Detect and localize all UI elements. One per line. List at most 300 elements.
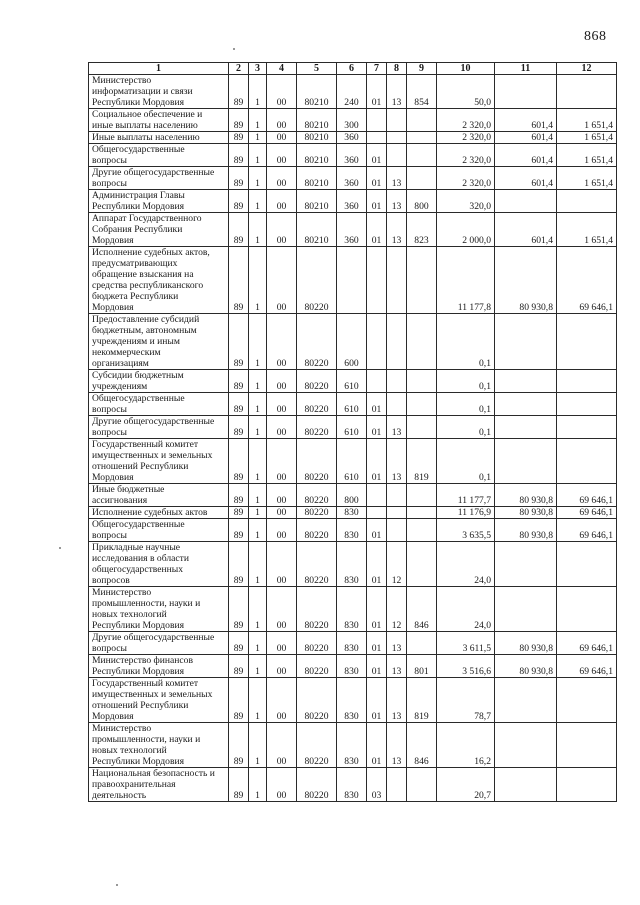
cell-amount-col-11: 601,4	[495, 132, 557, 144]
cell-code-col-5: 80210	[297, 75, 337, 109]
table-row	[89, 587, 617, 632]
cell-item-name: Другие общегосударственные вопросы	[89, 167, 229, 190]
cell-amount-col-11	[495, 587, 557, 632]
cell-amount-col-11	[495, 314, 557, 370]
cell-code-col-7: 03	[367, 768, 387, 802]
cell-amount-col-11: 601,4	[495, 167, 557, 190]
cell-amount-col-12: 69 646,1	[557, 247, 617, 314]
scan-speck	[233, 48, 235, 50]
cell-code-col-9	[407, 507, 437, 519]
cell-code-col-5: 80210	[297, 167, 337, 190]
cell-item-name: Министерство информатизации и связи Республики Мордовия	[89, 75, 229, 109]
cell-amount-col-11	[495, 723, 557, 768]
cell-code-col-2: 89	[229, 132, 249, 144]
cell-code-col-4: 00	[267, 507, 297, 519]
cell-code-col-3: 1	[249, 768, 267, 802]
cell-code-col-8: 13	[387, 213, 407, 247]
budget-table	[88, 62, 617, 802]
cell-item-name: Социальное обеспечение и иные выплаты населению	[89, 109, 229, 132]
table-row	[89, 768, 617, 802]
table-row	[89, 632, 617, 655]
cell-code-col-3: 1	[249, 190, 267, 213]
table-row	[89, 507, 617, 519]
cell-amount-col-12	[557, 190, 617, 213]
cell-amount-col-10: 0,1	[437, 416, 495, 439]
cell-amount-col-12: 1 651,4	[557, 109, 617, 132]
cell-code-col-6: 600	[337, 314, 367, 370]
cell-code-col-2: 89	[229, 190, 249, 213]
table-row	[89, 655, 617, 678]
cell-amount-col-11	[495, 393, 557, 416]
cell-code-col-7	[367, 314, 387, 370]
cell-code-col-6: 360	[337, 213, 367, 247]
cell-code-col-8	[387, 484, 407, 507]
cell-code-col-8: 13	[387, 416, 407, 439]
cell-code-col-4: 00	[267, 678, 297, 723]
cell-code-col-9: 846	[407, 723, 437, 768]
cell-amount-col-11	[495, 768, 557, 802]
cell-code-col-3: 1	[249, 655, 267, 678]
cell-amount-col-10: 3 611,5	[437, 632, 495, 655]
cell-item-name: Министерство промышленности, науки и новых технологий Республики Мордовия	[89, 723, 229, 768]
cell-code-col-3: 1	[249, 484, 267, 507]
cell-item-name: Исполнение судебных актов	[89, 507, 229, 519]
cell-item-name: Другие общегосударственные вопросы	[89, 416, 229, 439]
cell-code-col-4: 00	[267, 75, 297, 109]
cell-code-col-8: 13	[387, 655, 407, 678]
cell-code-col-9: 854	[407, 75, 437, 109]
cell-item-name: Национальная безопасность и правоохранительная деятельность	[89, 768, 229, 802]
cell-amount-col-11	[495, 439, 557, 484]
cell-code-col-2: 89	[229, 484, 249, 507]
cell-amount-col-11: 80 930,8	[495, 519, 557, 542]
cell-amount-col-10: 0,1	[437, 439, 495, 484]
cell-amount-col-11: 80 930,8	[495, 632, 557, 655]
table-header-row	[89, 63, 617, 75]
cell-item-name: Иные выплаты населению	[89, 132, 229, 144]
page-number: 868	[584, 29, 607, 44]
cell-amount-col-11: 601,4	[495, 213, 557, 247]
cell-code-col-9: 846	[407, 587, 437, 632]
table-header-cell-9: 9	[407, 63, 437, 75]
table-row	[89, 247, 617, 314]
cell-amount-col-10: 50,0	[437, 75, 495, 109]
cell-code-col-5: 80220	[297, 247, 337, 314]
cell-code-col-3: 1	[249, 439, 267, 484]
cell-code-col-9: 819	[407, 678, 437, 723]
cell-code-col-9	[407, 247, 437, 314]
cell-code-col-6: 830	[337, 519, 367, 542]
cell-amount-col-10: 24,0	[437, 587, 495, 632]
cell-code-col-2: 89	[229, 439, 249, 484]
cell-amount-col-11	[495, 542, 557, 587]
cell-code-col-6: 240	[337, 75, 367, 109]
cell-amount-col-12: 1 651,4	[557, 167, 617, 190]
cell-code-col-5: 80210	[297, 190, 337, 213]
cell-code-col-7	[367, 247, 387, 314]
cell-amount-col-12	[557, 542, 617, 587]
table-header-cell-11: 11	[495, 63, 557, 75]
cell-amount-col-10: 11 177,8	[437, 247, 495, 314]
cell-amount-col-12	[557, 370, 617, 393]
cell-code-col-2: 89	[229, 768, 249, 802]
cell-code-col-4: 00	[267, 247, 297, 314]
cell-code-col-8	[387, 247, 407, 314]
cell-code-col-8	[387, 507, 407, 519]
cell-code-col-6: 830	[337, 542, 367, 587]
cell-code-col-2: 89	[229, 678, 249, 723]
cell-code-col-2: 89	[229, 213, 249, 247]
table-row	[89, 393, 617, 416]
cell-amount-col-10: 16,2	[437, 723, 495, 768]
cell-amount-col-10: 11 176,9	[437, 507, 495, 519]
cell-item-name: Общегосударственные вопросы	[89, 519, 229, 542]
cell-amount-col-11: 601,4	[495, 109, 557, 132]
cell-item-name: Государственный комитет имущественных и земельных отношений Республики Мордовия	[89, 678, 229, 723]
cell-code-col-4: 00	[267, 109, 297, 132]
cell-amount-col-12	[557, 439, 617, 484]
cell-code-col-8	[387, 132, 407, 144]
cell-code-col-8	[387, 768, 407, 802]
cell-code-col-4: 00	[267, 213, 297, 247]
cell-amount-col-12: 69 646,1	[557, 507, 617, 519]
cell-amount-col-10: 11 177,7	[437, 484, 495, 507]
table-row	[89, 144, 617, 167]
cell-item-name: Аппарат Государственного Собрания Республики Мордовия	[89, 213, 229, 247]
table-header-cell-8: 8	[387, 63, 407, 75]
cell-code-col-7: 01	[367, 542, 387, 587]
cell-code-col-5: 80220	[297, 314, 337, 370]
cell-code-col-9	[407, 542, 437, 587]
cell-code-col-8: 13	[387, 439, 407, 484]
cell-code-col-8: 13	[387, 723, 407, 768]
cell-item-name: Министерство финансов Республики Мордовия	[89, 655, 229, 678]
cell-code-col-5: 80220	[297, 678, 337, 723]
cell-code-col-7: 01	[367, 167, 387, 190]
cell-amount-col-11: 80 930,8	[495, 507, 557, 519]
table-row	[89, 314, 617, 370]
cell-amount-col-11: 601,4	[495, 144, 557, 167]
cell-code-col-2: 89	[229, 167, 249, 190]
table-row	[89, 167, 617, 190]
cell-code-col-3: 1	[249, 519, 267, 542]
cell-amount-col-12	[557, 587, 617, 632]
cell-code-col-9	[407, 167, 437, 190]
table-header-cell-3: 3	[249, 63, 267, 75]
cell-amount-col-10: 320,0	[437, 190, 495, 213]
cell-amount-col-11	[495, 678, 557, 723]
table-header-cell-7: 7	[367, 63, 387, 75]
cell-code-col-6: 610	[337, 370, 367, 393]
cell-code-col-3: 1	[249, 416, 267, 439]
cell-amount-col-12: 1 651,4	[557, 144, 617, 167]
cell-code-col-3: 1	[249, 370, 267, 393]
cell-code-col-2: 89	[229, 723, 249, 768]
cell-code-col-5: 80210	[297, 109, 337, 132]
cell-code-col-8	[387, 393, 407, 416]
cell-amount-col-10: 78,7	[437, 678, 495, 723]
cell-code-col-7: 01	[367, 587, 387, 632]
cell-code-col-2: 89	[229, 393, 249, 416]
table-header	[89, 63, 617, 75]
cell-amount-col-10: 0,1	[437, 393, 495, 416]
cell-code-col-7: 01	[367, 190, 387, 213]
cell-code-col-2: 89	[229, 416, 249, 439]
cell-code-col-9	[407, 393, 437, 416]
table-row	[89, 723, 617, 768]
cell-code-col-4: 00	[267, 416, 297, 439]
cell-amount-col-10: 24,0	[437, 542, 495, 587]
cell-code-col-7: 01	[367, 519, 387, 542]
cell-code-col-5: 80220	[297, 768, 337, 802]
cell-amount-col-10: 2 320,0	[437, 132, 495, 144]
table-row	[89, 213, 617, 247]
cell-code-col-6: 610	[337, 393, 367, 416]
cell-code-col-9: 819	[407, 439, 437, 484]
cell-code-col-9	[407, 314, 437, 370]
cell-code-col-7	[367, 484, 387, 507]
table-row	[89, 109, 617, 132]
cell-code-col-6: 610	[337, 439, 367, 484]
cell-amount-col-11: 80 930,8	[495, 247, 557, 314]
cell-code-col-5: 80220	[297, 484, 337, 507]
cell-code-col-9	[407, 519, 437, 542]
cell-code-col-6: 830	[337, 507, 367, 519]
cell-code-col-2: 89	[229, 247, 249, 314]
cell-code-col-2: 89	[229, 507, 249, 519]
table-row	[89, 370, 617, 393]
cell-item-name: Исполнение судебных актов, предусматривающих обращение взыскания на средства республиканского бюджета Республики Мордовия	[89, 247, 229, 314]
cell-code-col-6: 360	[337, 167, 367, 190]
cell-amount-col-12	[557, 678, 617, 723]
cell-code-col-6: 360	[337, 144, 367, 167]
cell-code-col-4: 00	[267, 519, 297, 542]
cell-amount-col-12	[557, 416, 617, 439]
table-body	[89, 75, 617, 802]
cell-amount-col-12: 1 651,4	[557, 213, 617, 247]
cell-amount-col-12	[557, 768, 617, 802]
cell-code-col-4: 00	[267, 542, 297, 587]
cell-code-col-6: 360	[337, 190, 367, 213]
cell-code-col-3: 1	[249, 587, 267, 632]
cell-code-col-2: 89	[229, 587, 249, 632]
cell-amount-col-10: 20,7	[437, 768, 495, 802]
cell-code-col-7	[367, 370, 387, 393]
cell-code-col-3: 1	[249, 167, 267, 190]
cell-amount-col-12	[557, 314, 617, 370]
cell-code-col-9	[407, 144, 437, 167]
cell-amount-col-10: 2 320,0	[437, 109, 495, 132]
cell-code-col-4: 00	[267, 132, 297, 144]
table-header-cell-12: 12	[557, 63, 617, 75]
cell-code-col-4: 00	[267, 190, 297, 213]
cell-code-col-3: 1	[249, 75, 267, 109]
cell-code-col-9: 800	[407, 190, 437, 213]
cell-code-col-3: 1	[249, 542, 267, 587]
cell-amount-col-12: 69 646,1	[557, 655, 617, 678]
cell-item-name: Государственный комитет имущественных и земельных отношений Республики Мордовия	[89, 439, 229, 484]
cell-code-col-9	[407, 484, 437, 507]
cell-code-col-5: 80210	[297, 132, 337, 144]
cell-item-name: Общегосударственные вопросы	[89, 144, 229, 167]
scan-speck	[116, 884, 118, 886]
cell-code-col-2: 89	[229, 370, 249, 393]
cell-amount-col-10: 2 320,0	[437, 167, 495, 190]
table-header-cell-5: 5	[297, 63, 337, 75]
cell-amount-col-10: 3 635,5	[437, 519, 495, 542]
cell-code-col-8	[387, 314, 407, 370]
cell-code-col-3: 1	[249, 109, 267, 132]
cell-code-col-5: 80220	[297, 507, 337, 519]
cell-code-col-2: 89	[229, 109, 249, 132]
cell-code-col-7: 01	[367, 393, 387, 416]
cell-code-col-8: 13	[387, 678, 407, 723]
cell-code-col-7: 01	[367, 416, 387, 439]
cell-code-col-4: 00	[267, 655, 297, 678]
cell-code-col-6: 360	[337, 132, 367, 144]
cell-code-col-5: 80210	[297, 213, 337, 247]
cell-code-col-3: 1	[249, 723, 267, 768]
cell-code-col-9	[407, 416, 437, 439]
cell-code-col-9	[407, 109, 437, 132]
cell-code-col-8: 13	[387, 167, 407, 190]
cell-code-col-6	[337, 247, 367, 314]
cell-amount-col-12: 1 651,4	[557, 132, 617, 144]
cell-item-name: Общегосударственные вопросы	[89, 393, 229, 416]
cell-code-col-4: 00	[267, 587, 297, 632]
cell-amount-col-10: 3 516,6	[437, 655, 495, 678]
cell-code-col-6: 300	[337, 109, 367, 132]
cell-code-col-4: 00	[267, 723, 297, 768]
cell-code-col-5: 80220	[297, 655, 337, 678]
cell-code-col-7: 01	[367, 678, 387, 723]
cell-code-col-7: 01	[367, 75, 387, 109]
cell-amount-col-12: 69 646,1	[557, 519, 617, 542]
cell-code-col-5: 80220	[297, 723, 337, 768]
cell-code-col-3: 1	[249, 144, 267, 167]
cell-amount-col-10: 2 000,0	[437, 213, 495, 247]
cell-amount-col-11	[495, 416, 557, 439]
cell-code-col-5: 80220	[297, 416, 337, 439]
cell-amount-col-10: 0,1	[437, 314, 495, 370]
table-row	[89, 484, 617, 507]
cell-code-col-3: 1	[249, 314, 267, 370]
cell-code-col-2: 89	[229, 655, 249, 678]
cell-item-name: Предоставление субсидий бюджетным, автономным учреждениям и иным некоммерческим организациям	[89, 314, 229, 370]
cell-code-col-8: 12	[387, 542, 407, 587]
table-header-cell-2: 2	[229, 63, 249, 75]
cell-amount-col-10: 2 320,0	[437, 144, 495, 167]
cell-amount-col-10: 0,1	[437, 370, 495, 393]
cell-amount-col-11	[495, 75, 557, 109]
cell-code-col-9	[407, 768, 437, 802]
cell-item-name: Прикладные научные исследования в области общегосударственных вопросов	[89, 542, 229, 587]
cell-code-col-9	[407, 132, 437, 144]
cell-code-col-3: 1	[249, 393, 267, 416]
cell-code-col-7: 01	[367, 213, 387, 247]
cell-code-col-5: 80220	[297, 370, 337, 393]
cell-code-col-7: 01	[367, 655, 387, 678]
cell-code-col-4: 00	[267, 314, 297, 370]
table-header-cell-1: 1	[89, 63, 229, 75]
table-row	[89, 519, 617, 542]
cell-code-col-4: 00	[267, 768, 297, 802]
cell-code-col-4: 00	[267, 632, 297, 655]
table-row	[89, 439, 617, 484]
cell-code-col-6: 830	[337, 587, 367, 632]
cell-code-col-5: 80210	[297, 144, 337, 167]
cell-code-col-8: 12	[387, 587, 407, 632]
cell-code-col-7: 01	[367, 144, 387, 167]
cell-code-col-4: 00	[267, 393, 297, 416]
table-row	[89, 542, 617, 587]
cell-code-col-7: 01	[367, 723, 387, 768]
cell-code-col-2: 89	[229, 632, 249, 655]
cell-code-col-6: 610	[337, 416, 367, 439]
cell-code-col-5: 80220	[297, 632, 337, 655]
cell-code-col-6: 830	[337, 655, 367, 678]
cell-code-col-9	[407, 632, 437, 655]
cell-code-col-5: 80220	[297, 519, 337, 542]
cell-code-col-2: 89	[229, 519, 249, 542]
cell-code-col-8	[387, 519, 407, 542]
cell-code-col-4: 00	[267, 439, 297, 484]
cell-code-col-2: 89	[229, 314, 249, 370]
table-row	[89, 190, 617, 213]
cell-item-name: Другие общегосударственные вопросы	[89, 632, 229, 655]
cell-code-col-4: 00	[267, 484, 297, 507]
cell-code-col-5: 80220	[297, 587, 337, 632]
cell-code-col-6: 830	[337, 632, 367, 655]
cell-code-col-5: 80220	[297, 542, 337, 587]
table-header-cell-6: 6	[337, 63, 367, 75]
cell-code-col-3: 1	[249, 632, 267, 655]
cell-code-col-3: 1	[249, 132, 267, 144]
cell-code-col-4: 00	[267, 370, 297, 393]
cell-code-col-6: 830	[337, 678, 367, 723]
table-row	[89, 75, 617, 109]
cell-amount-col-11: 80 930,8	[495, 655, 557, 678]
table-row	[89, 132, 617, 144]
cell-code-col-3: 1	[249, 247, 267, 314]
cell-code-col-3: 1	[249, 507, 267, 519]
cell-amount-col-12: 69 646,1	[557, 484, 617, 507]
cell-amount-col-11	[495, 370, 557, 393]
cell-code-col-8: 13	[387, 632, 407, 655]
cell-item-name: Министерство промышленности, науки и новых технологий Республики Мордовия	[89, 587, 229, 632]
cell-amount-col-11	[495, 190, 557, 213]
cell-code-col-6: 830	[337, 768, 367, 802]
cell-code-col-4: 00	[267, 144, 297, 167]
cell-code-col-2: 89	[229, 542, 249, 587]
cell-code-col-7	[367, 132, 387, 144]
cell-code-col-2: 89	[229, 144, 249, 167]
cell-code-col-9	[407, 370, 437, 393]
cell-code-col-8	[387, 144, 407, 167]
cell-code-col-8	[387, 109, 407, 132]
cell-code-col-2: 89	[229, 75, 249, 109]
cell-code-col-6: 800	[337, 484, 367, 507]
table-header-cell-10: 10	[437, 63, 495, 75]
cell-code-col-7: 01	[367, 439, 387, 484]
cell-code-col-7	[367, 507, 387, 519]
cell-code-col-6: 830	[337, 723, 367, 768]
cell-code-col-8	[387, 370, 407, 393]
cell-code-col-7	[367, 109, 387, 132]
cell-item-name: Иные бюджетные ассигнования	[89, 484, 229, 507]
cell-code-col-4: 00	[267, 167, 297, 190]
cell-amount-col-11: 80 930,8	[495, 484, 557, 507]
